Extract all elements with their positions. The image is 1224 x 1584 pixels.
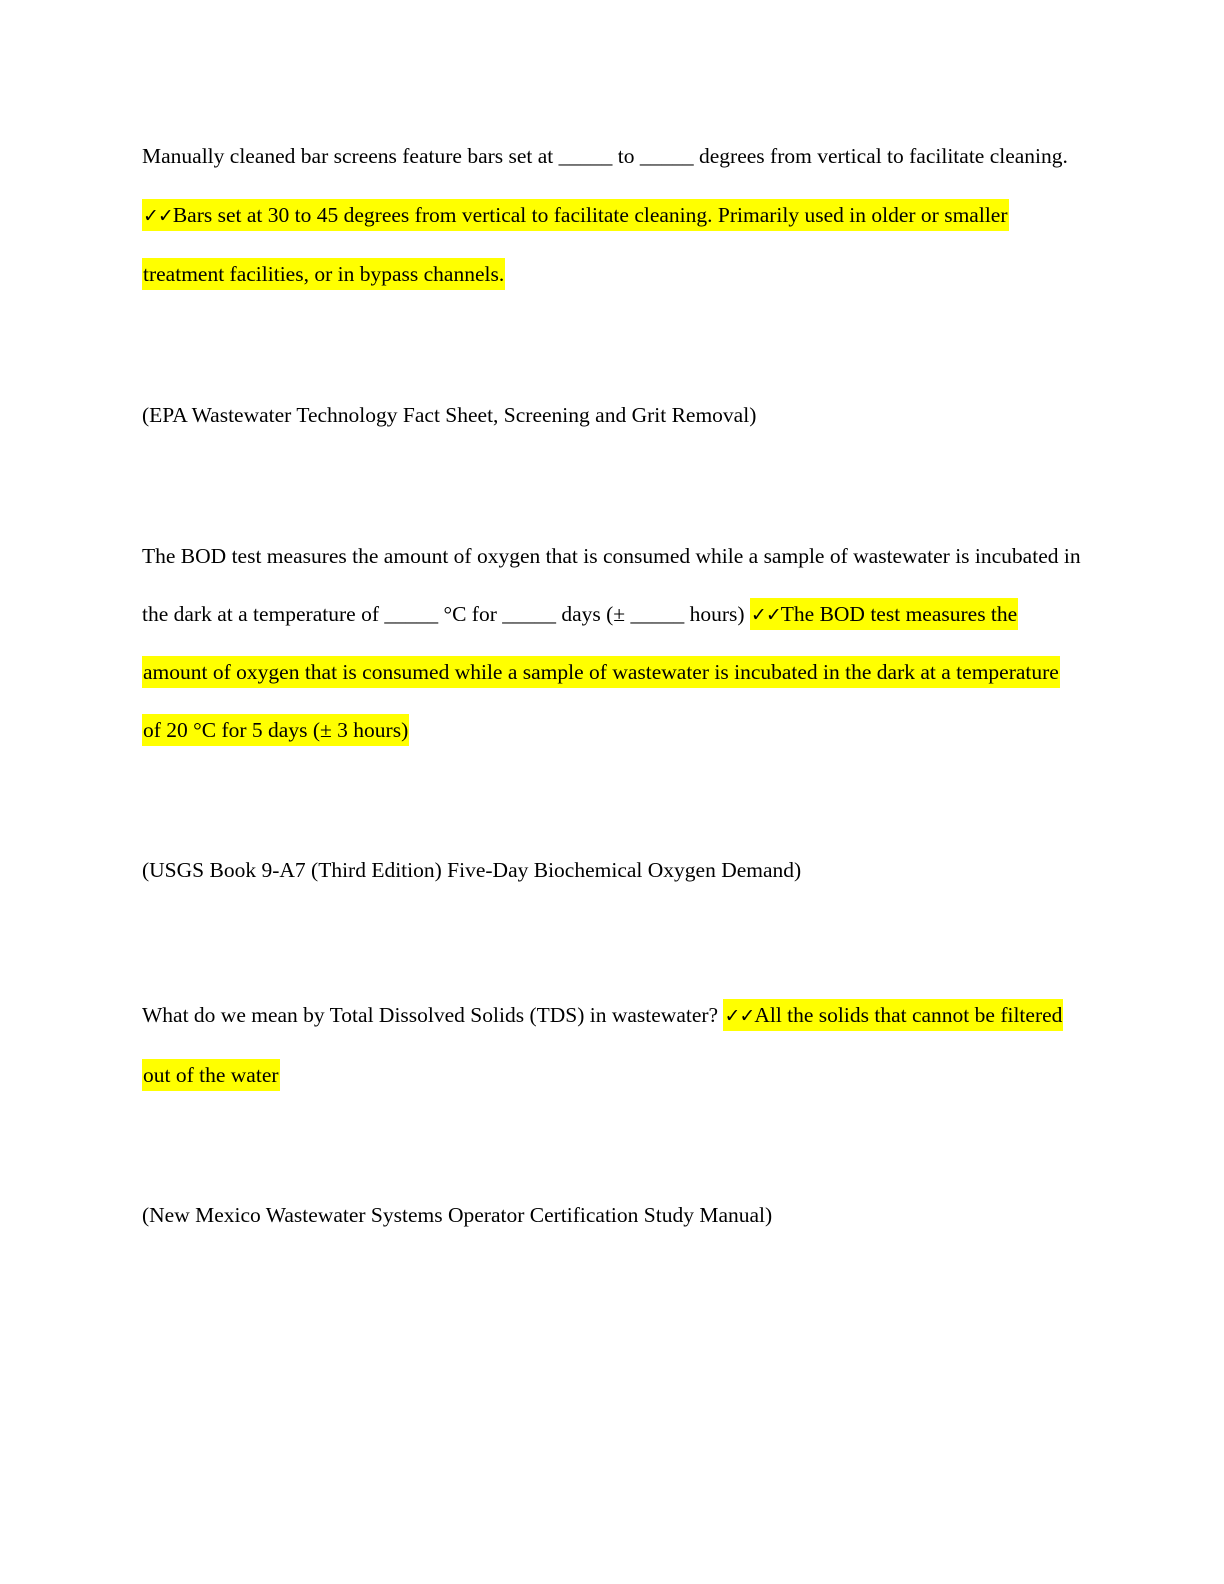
answer-highlight-1 <box>142 199 1009 291</box>
question-block-1 <box>142 127 1082 304</box>
source-citation-3: (New Mexico Wastewater Systems Operator Certification Study Manual) <box>142 1203 773 1227</box>
source-citation-2: (USGS Book 9-A7 (Third Edition) Five-Day Biochemical Oxygen Demand) <box>142 858 802 882</box>
question-text-3: What do we mean by Total Dissolved Solids (TDS) in wastewater? <box>142 1003 719 1027</box>
source-citation-1: (EPA Wastewater Technology Fact Sheet, Screening and Grit Removal) <box>142 403 757 427</box>
question-text-2: The BOD test measures the amount of oxygen that is consumed while a sample of wastewater is incubated in the dark at a temperature of _____ °C for _____ days (± _____ hours) <box>142 544 1081 626</box>
answer-text-3: All the solids that cannot be filtered out of the water <box>143 1003 1063 1087</box>
question-block-2 <box>142 528 1082 759</box>
question-block-3 <box>142 986 1082 1104</box>
question-text-1: Manually cleaned bar screens feature bars set at _____ to _____ degrees from vertical to facilitate cleaning. <box>142 144 1068 168</box>
answer-text-1: Bars set at 30 to 45 degrees from vertical to facilitate cleaning. Primarily used in older or smaller treatment facilities, or in bypass channels. <box>143 202 1008 286</box>
double-check-icon: ✓✓ <box>750 603 781 626</box>
double-check-icon: ✓✓ <box>724 1005 755 1027</box>
answer-text-2: The BOD test measures the amount of oxygen that is consumed while a sample of wastewater is incubated in the dark at a temperature of 20 °C for 5 days (± 3 hours) <box>143 601 1059 742</box>
double-check-icon: ✓✓ <box>143 204 173 227</box>
